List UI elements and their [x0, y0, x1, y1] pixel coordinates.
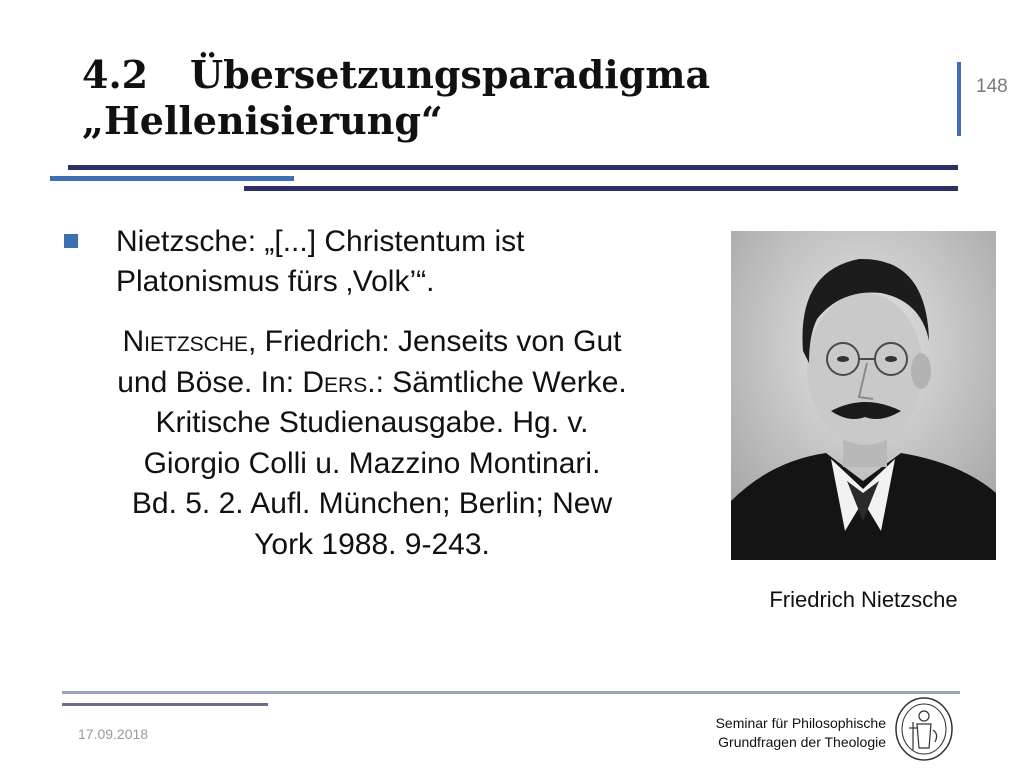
header-rule-accent: [50, 176, 294, 181]
citation-line-5: Bd. 5. 2. Aufl. München; Berlin; New: [131, 487, 613, 520]
title-line-2: „Hellenisierung“: [82, 98, 443, 143]
page-number-bar: [957, 62, 961, 136]
citation-line-1: , Friedrich: Jenseits von Gut: [248, 325, 622, 358]
seminar-line-2: Grundfragen der Theologie: [718, 734, 886, 750]
quote-text: [116, 222, 524, 302]
citation-line-3: Kritische Studienausgabe. Hg. v.: [155, 406, 589, 439]
citation-line-2-pre: und Böse. In:: [117, 365, 303, 399]
citation: [56, 322, 688, 565]
seminar-seal-icon: [893, 696, 955, 762]
citation-ders: Ders: [302, 365, 368, 399]
square-bullet-icon: [64, 234, 78, 248]
citation-line-2-post: .: Sämtliche Werke.: [367, 365, 627, 399]
title-line-1: Übersetzungsparadigma: [190, 52, 711, 97]
portrait-image: [731, 231, 996, 560]
quote-bullet: [62, 222, 682, 302]
slide-title: [82, 52, 942, 144]
quote-line-2: Platonismus fürs ‚Volk’“.: [116, 265, 435, 298]
footer-rule-accent: [62, 703, 268, 706]
header-rule-top: [68, 165, 958, 170]
citation-author: Nietzsche: [122, 325, 249, 358]
portrait-photo: [731, 231, 996, 560]
footer-rule: [62, 691, 960, 694]
header-rule-bottom: [244, 186, 958, 191]
citation-line-6: York 1988. 9-243.: [254, 527, 490, 561]
page-number: 148: [976, 76, 1008, 97]
seminar-line-1: Seminar für Philosophische: [715, 715, 886, 731]
citation-line-4: Giorgio Colli u. Mazzino Montinari.: [143, 446, 601, 480]
section-number: 4.2: [82, 52, 149, 97]
quote-line-1: Nietzsche: „[...] Christentum ist: [116, 225, 525, 258]
portrait-caption: Friedrich Nietzsche: [769, 587, 958, 612]
slide-date: 17.09.2018: [78, 726, 149, 742]
seminar-name: [706, 714, 886, 752]
